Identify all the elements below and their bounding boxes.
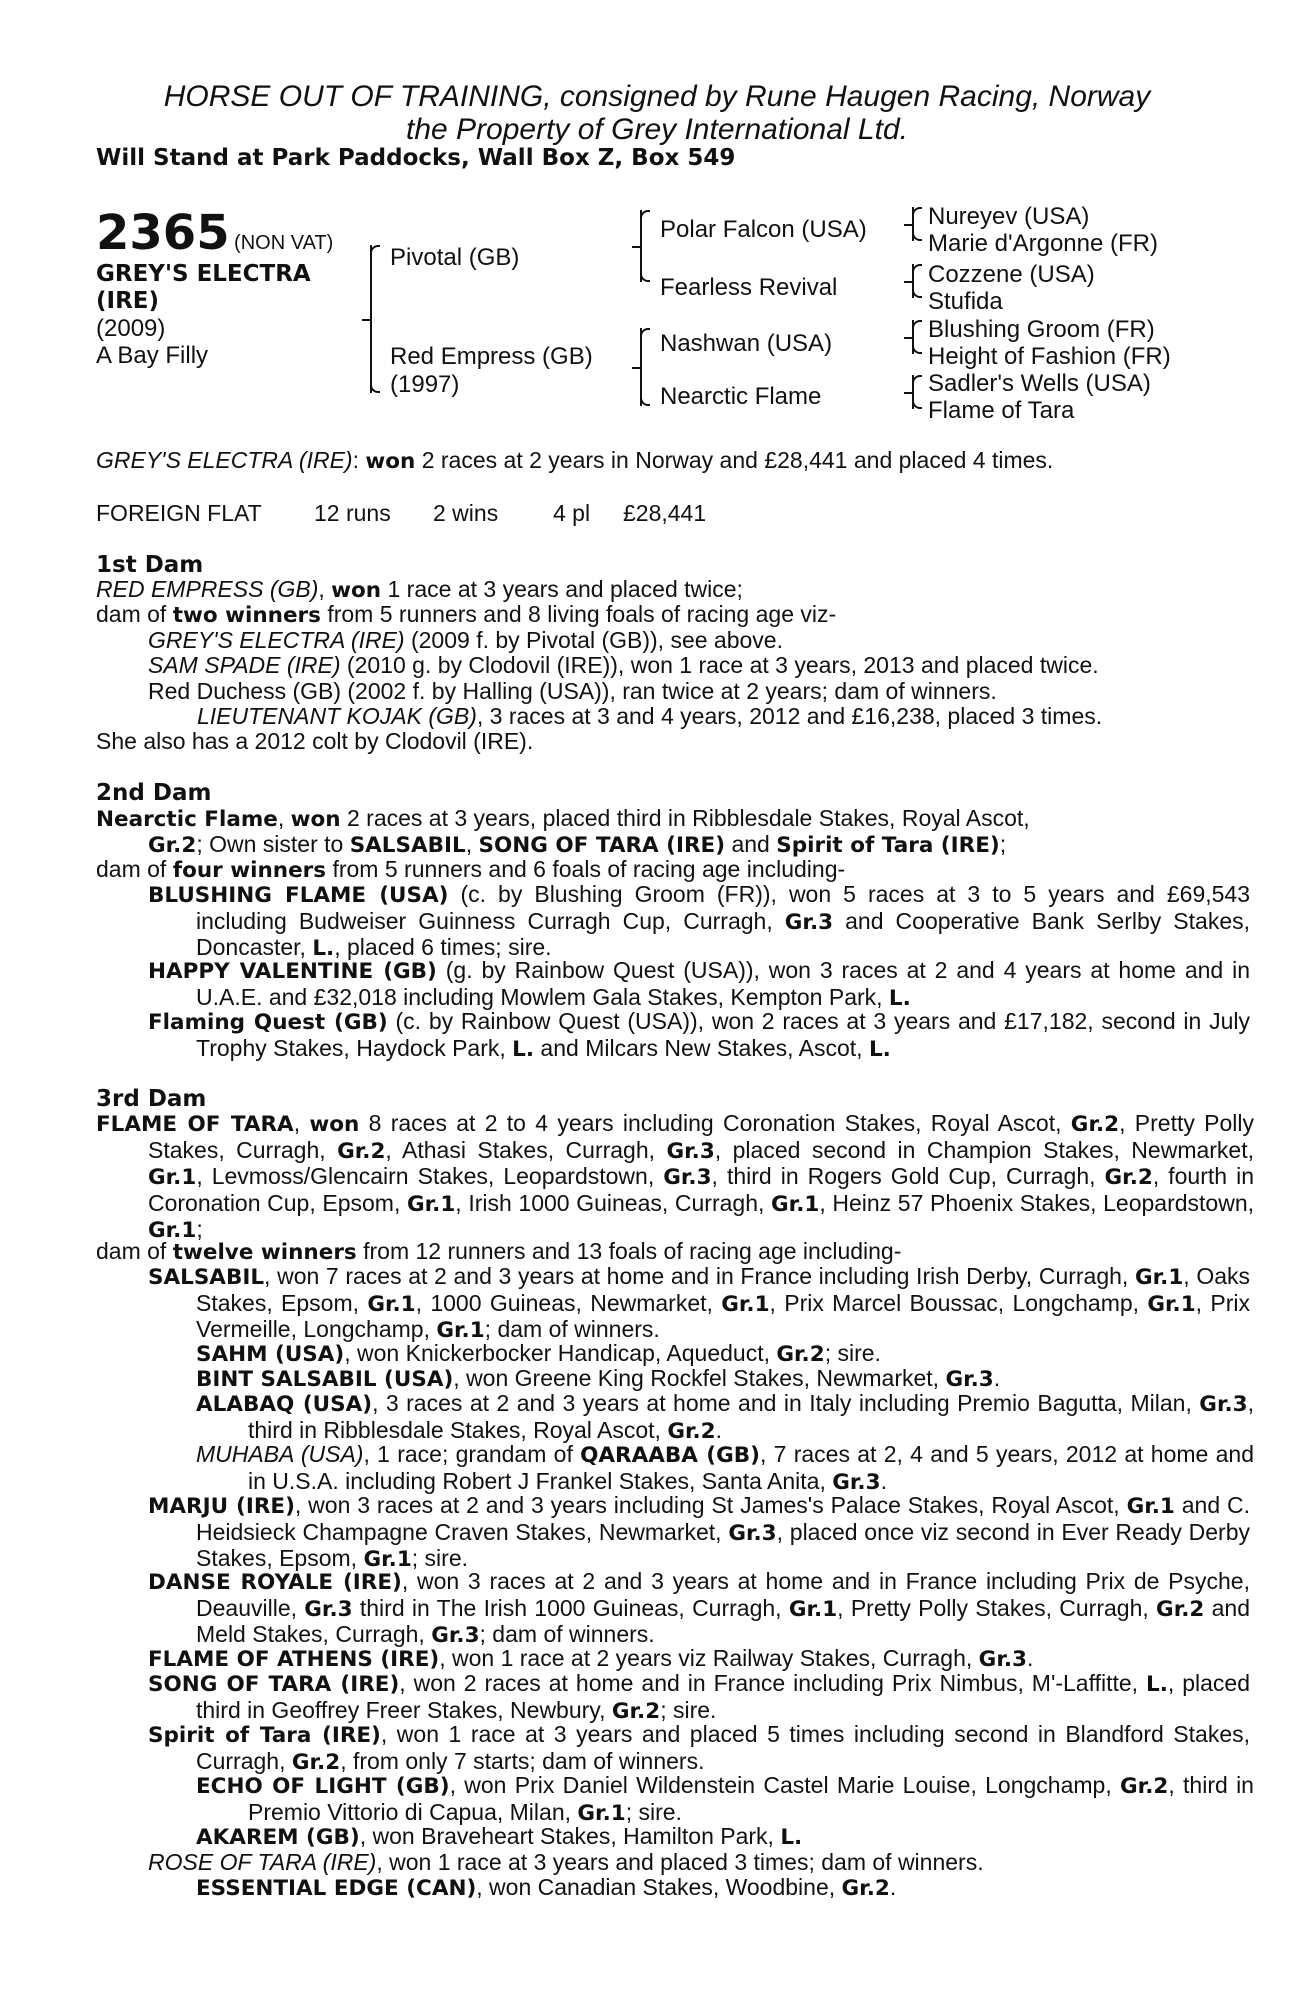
pedigree-brace-sire: [640, 210, 652, 282]
bold-run: Gr.1: [148, 1165, 197, 1190]
dam2-foals: from 5 runners and 6 foals of racing age including-: [326, 856, 846, 882]
dam3-produce-rose: [148, 1850, 1202, 1876]
bold-run: SAHM (USA): [196, 1342, 345, 1367]
lot-vat: (NON VAT): [234, 232, 334, 254]
text-run: , 1000 Guineas, Newmarket,: [415, 1289, 722, 1316]
dam3-grandproduce-sahm: [196, 1341, 1202, 1368]
pedigree-sire-sire: Polar Falcon (USA): [660, 216, 867, 243]
lot-desc: A Bay Filly: [96, 342, 209, 369]
pedigree-sdd: Stufida: [928, 288, 1003, 315]
pedigree-brace-sd: [912, 264, 924, 298]
bold-run: Gr.2: [841, 1876, 890, 1901]
text-run: , Pretty Polly Stakes, Curragh,: [837, 1594, 1157, 1621]
header-line-1: HORSE OUT OF TRAINING, consigned by Rune Haugen Racing, Norway: [163, 80, 1151, 113]
dam1-won: won: [331, 578, 382, 603]
bold-run: Gr.2: [337, 1138, 386, 1164]
text-run: , Athasi Stakes, Curragh,: [385, 1136, 667, 1163]
text-run: , third in Rogers Gold Cup, Curragh,: [711, 1163, 1105, 1189]
bold-run: Gr.1: [148, 1218, 197, 1243]
dam3-damof: dam of: [96, 1238, 173, 1264]
text-run: , won Canadian Stakes, Woodbine,: [476, 1874, 842, 1900]
record-placed: 4 pl: [553, 500, 591, 526]
bold-run: Gr.1: [721, 1291, 770, 1317]
dam2-produce-2: [148, 958, 1250, 1011]
bold-run: Gr.1: [1126, 1494, 1175, 1519]
text-run: , won 1 race at 3 years and placed 5 times including second in Blandford Stakes, Curragh,: [196, 1721, 1251, 1774]
dam1-line-1: [96, 577, 743, 604]
bold-run: Gr.3: [666, 1138, 715, 1164]
text-run: (c. by Rainbow Quest (USA)), won 2 races at 3 years and £17,182, second in July Trophy Stakes, Haydock Park,: [196, 1008, 1250, 1061]
bold-run: Flaming Quest (GB): [148, 1010, 388, 1035]
text-run: ,: [293, 1110, 310, 1136]
bold-run: ALABAQ (USA): [196, 1392, 373, 1417]
text-run: (c. by Blushing Groom (FR)), won 5 races at 3 to 5 years and £69,543 including Budweiser Guinness Curragh Cup, Curragh,: [196, 881, 1250, 934]
bold-run: L.: [780, 1825, 803, 1850]
summary-line: [96, 448, 1053, 475]
dam3-heading: 3rd Dam: [96, 1086, 207, 1112]
dam1-comma: ,: [318, 576, 332, 602]
text-run: (g. by Rainbow Quest (USA)), won 3 races at 2 and 4 years at home and in U.A.E. and £32,018 including Mowlem Gala Stakes, Kempton Park,: [196, 957, 1250, 1010]
bold-run: Gr.2: [776, 1342, 825, 1367]
text-run: , placed once viz second in Ever Ready Derby Stakes, Epsom,: [196, 1518, 1251, 1571]
dam2-damof: dam of: [96, 856, 173, 882]
dam3-foals: from 12 runners and 13 foals of racing age including-: [356, 1238, 902, 1264]
text-run: , won 3 races at 2 and 3 years including St James's Palace Stakes, Royal Ascot,: [294, 1492, 1127, 1518]
bold-run: FLAME OF ATHENS (IRE): [148, 1647, 440, 1672]
dam1-produce-2-name: SAM SPADE (IRE): [148, 652, 341, 678]
dam1-produce-1-name: GREY'S ELECTRA (IRE): [148, 627, 405, 653]
bold-run: Gr.3: [784, 909, 834, 935]
text-run: , won Braveheart Stakes, Hamilton Park,: [359, 1823, 781, 1849]
dam1-name: RED EMPRESS (GB): [96, 576, 319, 602]
dam2-rest: 2 races at 3 years, placed third in Ribblesdale Stakes, Royal Ascot,: [340, 805, 1030, 831]
pedigree-dam-dam: Nearctic Flame: [660, 383, 822, 410]
summary-colon: :: [352, 447, 359, 473]
lot-number-line: [96, 205, 333, 261]
text-run: and Milcars New Stakes, Ascot,: [534, 1034, 869, 1061]
bold-run: Gr.2: [1070, 1112, 1120, 1137]
record-runs: 12 runs: [314, 500, 391, 526]
text-run: , won 1 race at 3 years and placed 3 times; dam of winners.: [376, 1849, 984, 1875]
dam2-line-1: [96, 806, 1030, 833]
text-run: .: [889, 1874, 897, 1900]
pedigree-dsd: Height of Fashion (FR): [928, 343, 1171, 370]
pedigree-brace-ds: [912, 320, 924, 354]
text-run: , won Prix Daniel Wildenstein Castel Marie Louise, Longchamp,: [449, 1772, 1121, 1798]
text-run: , won Greene King Rockfel Stakes, Newmarket,: [453, 1365, 946, 1391]
dam1-line-6: [197, 704, 1102, 730]
dam3-produce-athens: [148, 1646, 1202, 1673]
dam3-winners: twelve winners: [172, 1240, 357, 1265]
dam2-sister-1: SALSABIL: [349, 833, 466, 858]
bold-run: Gr.3: [304, 1596, 353, 1622]
text-run: ; sire.: [660, 1696, 717, 1723]
pedigree-brace-dam: [640, 328, 652, 406]
pedigree-brace-ss: [912, 207, 924, 241]
dam3-produce-danse: [148, 1569, 1250, 1649]
bold-run: BINT SALSABIL (USA): [196, 1367, 454, 1392]
bold-run: Gr.1: [406, 1191, 456, 1217]
dam2-sister-and: and: [725, 831, 777, 857]
pedigree-dss: Blushing Groom (FR): [928, 316, 1155, 343]
text-run: , 3 races at 2 and 3 years at home and in Italy including Premio Bagutta, Milan,: [372, 1390, 1200, 1416]
text-run: , won 1 race at 2 years viz Railway Stakes, Curragh,: [439, 1645, 979, 1671]
dam3-damof-line: [96, 1239, 901, 1266]
text-run: , 1 race; grandam of: [363, 1441, 581, 1467]
bold-run: AKAREM (GB): [196, 1825, 360, 1850]
bold-run: Gr.1: [367, 1291, 416, 1317]
bold-run: Gr.1: [1147, 1291, 1196, 1317]
lot-number: 2365: [96, 205, 230, 261]
dam3-produce-spirit: [148, 1722, 1250, 1775]
bold-run: Gr.3: [663, 1165, 712, 1190]
pedigree-brace-dd: [912, 375, 924, 409]
text-run: , third in Ribblesdale Stakes, Royal Ascot,: [248, 1390, 1254, 1443]
dam3-grandproduce-essential: [196, 1875, 1202, 1902]
dam2-sister-text: ; Own sister to: [196, 831, 350, 857]
dam2-line-2: [148, 832, 1006, 859]
dam2-sister-end: ;: [999, 831, 1007, 857]
text-run: , won 2 races at home and in France including Prix Nimbus, M'-Laffitte,: [399, 1670, 1146, 1696]
text-run: , placed 6 times; sire.: [334, 934, 552, 960]
bold-run: Gr.3: [978, 1647, 1027, 1672]
text-run: , Irish 1000 Guineas, Curragh,: [455, 1189, 772, 1216]
dam3-grandproduce-akarem: [196, 1824, 1202, 1851]
dam1-line-4: [148, 653, 1099, 679]
text-run: and C. Heidsieck Champagne Craven Stakes, Newmarket,: [196, 1492, 1251, 1545]
bold-run: Gr.1: [577, 1800, 626, 1826]
bold-run: Gr.2: [667, 1418, 716, 1444]
header-line-2: the Property of Grey International Ltd.: [406, 113, 908, 146]
bold-run: L.: [1146, 1672, 1168, 1697]
bold-run: Gr.1: [1134, 1265, 1184, 1290]
header-line-3: Will Stand at Park Paddocks, Wall Box Z, Box 549: [96, 145, 736, 171]
pedigree-dds: Sadler's Wells (USA): [928, 370, 1151, 397]
dam2-sister-2: SONG OF TARA (IRE): [478, 833, 726, 858]
dam1-rest: 1 race at 3 years and placed twice;: [381, 576, 743, 602]
dam2-line-3: [96, 857, 845, 884]
text-run: , Pretty Polly Stakes, Curragh,: [148, 1110, 1255, 1163]
italic-run: MUHABA (USA): [196, 1441, 364, 1467]
dam1-produce-2-rest: (2010 g. by Clodovil (IRE)), won 1 race at 3 years, 2013 and placed twice.: [340, 652, 1099, 678]
bold-run: DANSE ROYALE (IRE): [148, 1570, 402, 1595]
bold-run: QARAABA (GB): [580, 1443, 760, 1468]
text-run: ; dam of winners.: [484, 1316, 660, 1342]
text-run: and Cooperative Bank Serlby Stakes, Doncaster,: [196, 907, 1251, 960]
text-run: ; sire.: [824, 1340, 881, 1366]
bold-run: SONG OF TARA (IRE): [148, 1672, 400, 1697]
text-run: , won 7 races at 2 and 3 years at home and in France including Irish Derby, Curragh,: [264, 1263, 1135, 1289]
text-run: , won Knickerbocker Handicap, Aqueduct,: [344, 1340, 777, 1366]
dam3-produce-salsabil: [148, 1264, 1250, 1344]
bold-run: SALSABIL: [148, 1265, 265, 1290]
dam1-grandproduce-rest: , 3 races at 3 and 4 years, 2012 and £16,238, placed 3 times.: [476, 703, 1103, 729]
bold-run: Gr.2: [611, 1698, 661, 1724]
bold-run: BLUSHING FLAME (USA): [148, 883, 449, 908]
text-run: third in The Irish 1000 Guineas, Curragh,: [352, 1594, 789, 1621]
bold-run: Gr.2: [1120, 1774, 1169, 1799]
summary-won: won: [365, 449, 416, 474]
text-run: ; sire.: [411, 1545, 469, 1571]
bold-run: Gr.1: [436, 1318, 485, 1343]
lot-name-1: GREY'S ELECTRA: [96, 261, 311, 287]
text-run: ;: [196, 1216, 203, 1242]
bold-run: Spirit of Tara (IRE): [148, 1723, 381, 1748]
dam2-comma: ,: [277, 805, 291, 831]
text-run: .: [993, 1365, 1001, 1391]
text-run: , won 3 races at 2 and 3 years at home and in France including Prix de Psyche, Deauville,: [196, 1568, 1250, 1621]
lot-name-2: (IRE): [96, 288, 160, 314]
bold-run: ESSENTIAL EDGE (CAN): [196, 1876, 477, 1901]
text-run: , third in Premio Vittorio di Capua, Milan,: [248, 1772, 1254, 1825]
dam3-produce-marju: [148, 1493, 1250, 1573]
bold-run: L.: [868, 1036, 891, 1062]
bold-run: MARJU (IRE): [148, 1494, 295, 1519]
dam2-heading: 2nd Dam: [96, 780, 212, 806]
pedigree-sire: Pivotal (GB): [390, 244, 520, 271]
text-run: , Prix Vermeille, Longchamp,: [196, 1289, 1250, 1342]
bold-run: Gr.2: [291, 1749, 341, 1775]
bold-run: Gr.2: [1156, 1596, 1205, 1622]
bold-run: L.: [512, 1036, 535, 1062]
dam2-produce-1: [148, 882, 1250, 962]
pedigree-dam-sire: Nashwan (USA): [660, 330, 833, 357]
text-run: , fourth in Coronation Cup, Epsom,: [148, 1163, 1254, 1216]
summary-name: GREY'S ELECTRA (IRE): [96, 447, 353, 473]
text-run: and Meld Stakes, Curragh,: [196, 1594, 1251, 1647]
dam1-line-7: She also has a 2012 colt by Clodovil (IRE).: [96, 728, 534, 754]
dam1-foals: from 5 runners and 8 living foals of racing age viz-: [320, 601, 837, 627]
text-run: .: [715, 1416, 723, 1443]
text-run: , Oaks Stakes, Epsom,: [196, 1263, 1250, 1316]
pedigree-dam: Red Empress (GB): [390, 343, 593, 370]
text-run: .: [880, 1467, 887, 1494]
dam2-won: won: [290, 807, 341, 832]
bold-run: Gr.1: [788, 1596, 838, 1622]
pedigree-sire-dam: Fearless Revival: [660, 274, 838, 301]
pedigree-sds: Cozzene (USA): [928, 261, 1095, 288]
bold-run: Gr.1: [771, 1191, 820, 1217]
pedigree-dam-year: (1997): [390, 371, 460, 398]
dam1-line-5: Red Duchess (GB) (2002 f. by Halling (USA)), ran twice at 2 years; dam of winners.: [148, 678, 997, 704]
dam3-grandproduce-bint: [196, 1366, 1202, 1393]
bold-run: Gr.2: [1104, 1165, 1153, 1190]
bold-run: Gr.3: [832, 1469, 881, 1495]
dam3-grandproduce-alabaq: [196, 1391, 1254, 1444]
bold-run: ECHO OF LIGHT (GB): [196, 1774, 450, 1799]
dam2-winners: four winners: [172, 858, 327, 883]
lot-year: (2009): [96, 315, 166, 342]
text-run: , 7 races at 2, 4 and 5 years, 2012 at home and in U.S.A. including Robert J Frankel Stakes, Santa Anita,: [248, 1441, 1254, 1494]
record-wins: 2 wins: [433, 500, 499, 526]
text-run: 8 races at 2 to 4 years including Coronation Stakes, Royal Ascot,: [359, 1110, 1071, 1136]
dam1-damof: dam of: [96, 601, 173, 627]
bold-run: Gr.1: [363, 1547, 412, 1572]
dam1-winners: two winners: [172, 603, 321, 628]
dam2-sister-comma: ,: [465, 831, 479, 857]
dam3-grandproduce-muhaba: [196, 1442, 1254, 1495]
text-run: , Levmoss/Glencairn Stakes, Leopardstown,: [196, 1163, 664, 1189]
text-run: , placed third in Geoffrey Freer Stakes, Newbury,: [196, 1670, 1251, 1723]
bold-run: Gr.3: [728, 1520, 777, 1546]
summary-rest: 2 races at 2 years in Norway and £28,441 and placed 4 times.: [415, 447, 1054, 473]
bold-run: L.: [888, 985, 911, 1011]
text-run: ; dam of winners.: [479, 1621, 655, 1647]
text-run: ; sire.: [625, 1798, 682, 1825]
record-money: £28,441: [623, 500, 707, 526]
bold-run: Gr.3: [945, 1367, 994, 1392]
pedigree-ddd: Flame of Tara: [928, 397, 1075, 424]
bold-run: Gr.3: [431, 1623, 480, 1648]
dam3-produce-song: [148, 1671, 1250, 1724]
dam2-name: Nearctic Flame: [96, 807, 278, 832]
bold-run: won: [309, 1112, 360, 1137]
text-run: , from only 7 starts; dam of winners.: [340, 1747, 705, 1774]
dam2-sister-3: Spirit of Tara (IRE): [776, 833, 1000, 858]
pedigree-ssd: Marie d'Argonne (FR): [928, 230, 1158, 257]
bold-run: FLAME OF TARA: [96, 1112, 294, 1137]
bold-run: L.: [312, 936, 335, 961]
dam1-produce-1-rest: (2009 f. by Pivotal (GB)), see above.: [404, 627, 783, 653]
dam1-line-3: [148, 628, 783, 654]
text-run: , Heinz 57 Phoenix Stakes, Leopardstown,: [819, 1189, 1254, 1216]
bold-run: Gr.3: [1199, 1392, 1248, 1417]
dam3-grandproduce-echo: [196, 1773, 1254, 1826]
dam1-heading: 1st Dam: [96, 552, 204, 578]
text-run: , Prix Marcel Boussac, Longchamp,: [769, 1289, 1148, 1316]
pedigree-sss: Nureyev (USA): [928, 203, 1090, 230]
dam1-grandproduce-name: LIEUTENANT KOJAK (GB): [197, 703, 477, 729]
text-run: , placed second in Champion Stakes, Newmarket,: [714, 1136, 1255, 1163]
pedigree-brace-main: [370, 245, 382, 393]
italic-run: ROSE OF TARA (IRE): [148, 1849, 377, 1875]
bold-run: HAPPY VALENTINE (GB): [148, 959, 437, 984]
text-run: .: [1026, 1645, 1034, 1671]
dam3-race-record: [96, 1111, 1254, 1244]
dam2-produce-3: [148, 1009, 1250, 1062]
dam1-line-2: [96, 602, 836, 629]
record-label: FOREIGN FLAT: [96, 500, 262, 526]
dam2-grade: Gr.2: [148, 833, 197, 858]
